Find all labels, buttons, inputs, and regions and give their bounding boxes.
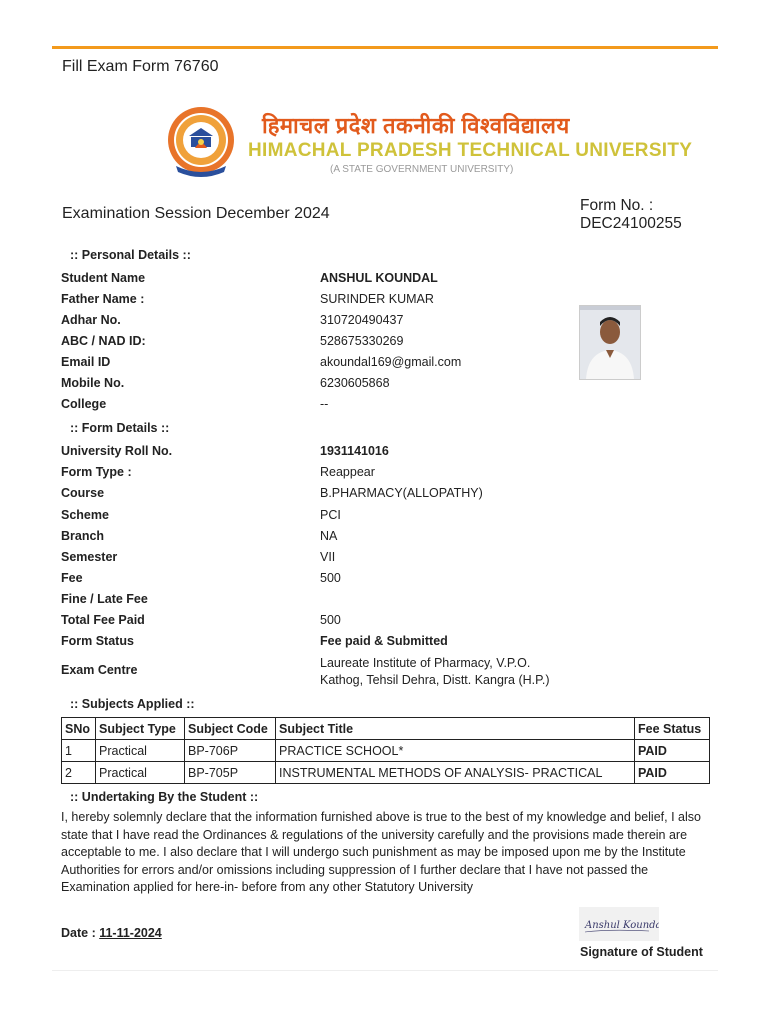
- undertaking-text: I, hereby solemnly declare that the information furnished above is true to the best of my knowledge and belief, I also state that I have read the Ordinances & regulations of the university carefully and the provisions made therein are acceptable to me. I also declare that I will undergo such punishment as may be imposed upon me by the Institute Authorities for errors and/or omissions including suppression of I further declare that I have not passed the Examination applied for here-in- before from any other Statutory University: [61, 810, 701, 895]
- detail-value: 310720490437: [320, 313, 404, 327]
- bottom-divider: [52, 970, 718, 971]
- detail-value: Reappear: [320, 465, 375, 479]
- detail-label: University Roll No.: [61, 444, 173, 458]
- detail-row: [61, 486, 621, 506]
- detail-value: Fee paid & Submitted: [320, 634, 448, 648]
- date-label: Date :: [61, 926, 100, 940]
- detail-label: Email ID: [61, 355, 111, 369]
- signature-icon: [579, 907, 659, 941]
- form-number-value: DEC24100255: [580, 215, 682, 232]
- fee-status-cell: PAID: [635, 762, 710, 784]
- detail-value: 500: [320, 571, 341, 585]
- detail-row: [61, 271, 621, 291]
- university-note: (A STATE GOVERNMENT UNIVERSITY): [330, 164, 514, 175]
- signature-name: Anshul Koundal: [585, 920, 659, 931]
- column-header: Fee Status: [635, 718, 710, 740]
- detail-row: [61, 613, 621, 633]
- university-name-english: HIMACHAL PRADESH TECHNICAL UNIVERSITY: [248, 140, 693, 161]
- student-photo: [579, 305, 641, 380]
- student-photo-image: [580, 306, 640, 379]
- detail-value: ANSHUL KOUNDAL: [320, 271, 438, 285]
- table-cell: PRACTICE SCHOOL*: [276, 740, 635, 762]
- subjects-table: [61, 717, 710, 784]
- detail-value: 6230605868: [320, 376, 390, 390]
- detail-label: College: [61, 397, 107, 411]
- column-header: Subject Type: [96, 718, 185, 740]
- detail-label: Course: [61, 486, 105, 500]
- table-cell: Practical: [96, 740, 185, 762]
- detail-row: [61, 508, 621, 528]
- fee-status-cell: PAID: [635, 740, 710, 762]
- detail-value: 1931141016: [320, 444, 389, 458]
- form-details-heading: :: Form Details ::: [70, 421, 170, 435]
- detail-row: [61, 529, 621, 549]
- detail-label: Mobile No.: [61, 376, 125, 390]
- exam-centre-line: Kathog, Tehsil Dehra, Distt. Kangra (H.P.): [320, 673, 550, 687]
- detail-row: [61, 465, 621, 485]
- detail-label: Form Type :: [61, 465, 132, 479]
- form-number-label: Form No. :: [580, 197, 654, 214]
- detail-value: NA: [320, 529, 338, 543]
- detail-row: [61, 334, 621, 354]
- detail-label: Semester: [61, 550, 118, 564]
- detail-row: [61, 571, 621, 591]
- detail-label: Father Name :: [61, 292, 145, 306]
- column-header: Subject Code: [185, 718, 276, 740]
- detail-row: [61, 376, 621, 396]
- column-header: Subject Title: [276, 718, 635, 740]
- date-value: 11-11-2024: [99, 926, 162, 940]
- table-row: [62, 740, 710, 762]
- detail-row: [61, 355, 621, 375]
- table-cell: 1: [62, 740, 96, 762]
- detail-row: [61, 634, 621, 654]
- detail-label: Student Name: [61, 271, 146, 285]
- top-accent-line: [52, 46, 718, 49]
- exam-centre-value: [320, 655, 620, 689]
- date-line: [61, 926, 162, 940]
- detail-value: B.PHARMACY(ALLOPATHY): [320, 486, 483, 500]
- column-header: SNo: [62, 718, 96, 740]
- detail-label: ABC / NAD ID:: [61, 334, 146, 348]
- detail-row: [61, 550, 621, 570]
- signature-image: [579, 907, 659, 941]
- table-cell: BP-705P: [185, 762, 276, 784]
- personal-details-heading: :: Personal Details ::: [70, 248, 191, 262]
- page-title: Fill Exam Form 76760: [62, 58, 219, 75]
- signature-label: Signature of Student: [580, 945, 703, 959]
- university-logo-icon: [166, 106, 236, 178]
- table-header-row: [62, 718, 710, 740]
- detail-value: --: [320, 397, 329, 411]
- exam-centre-line: Laureate Institute of Pharmacy, V.P.O.: [320, 656, 531, 670]
- detail-value: PCI: [320, 508, 341, 522]
- detail-label: Fine / Late Fee: [61, 592, 148, 606]
- exam-session: Examination Session December 2024: [62, 205, 330, 222]
- undertaking-heading: :: Undertaking By the Student ::: [70, 790, 259, 804]
- detail-value: SURINDER KUMAR: [320, 292, 434, 306]
- detail-row: [61, 592, 621, 612]
- table-row: [62, 762, 710, 784]
- detail-row: [61, 313, 621, 333]
- detail-value: VII: [320, 550, 336, 564]
- detail-row: [61, 397, 621, 417]
- detail-label: Exam Centre: [61, 663, 138, 677]
- table-cell: Practical: [96, 762, 185, 784]
- detail-row: [61, 444, 621, 464]
- detail-label: Fee: [61, 571, 83, 585]
- detail-label: Total Fee Paid: [61, 613, 145, 627]
- detail-value: akoundal169@gmail.com: [320, 355, 462, 369]
- detail-label: Adhar No.: [61, 313, 121, 327]
- subjects-heading: :: Subjects Applied ::: [70, 697, 195, 711]
- table-cell: INSTRUMENTAL METHODS OF ANALYSIS- PRACTICAL: [276, 762, 635, 784]
- detail-value: 500: [320, 613, 341, 627]
- detail-label: Form Status: [61, 634, 134, 648]
- detail-label: Scheme: [61, 508, 109, 522]
- detail-value: 528675330269: [320, 334, 404, 348]
- table-cell: BP-706P: [185, 740, 276, 762]
- university-name-hindi: हिमाचल प्रदेश तकनीकी विश्वविद्यालय: [262, 113, 570, 138]
- table-cell: 2: [62, 762, 96, 784]
- detail-label: Branch: [61, 529, 105, 543]
- detail-row: [61, 292, 621, 312]
